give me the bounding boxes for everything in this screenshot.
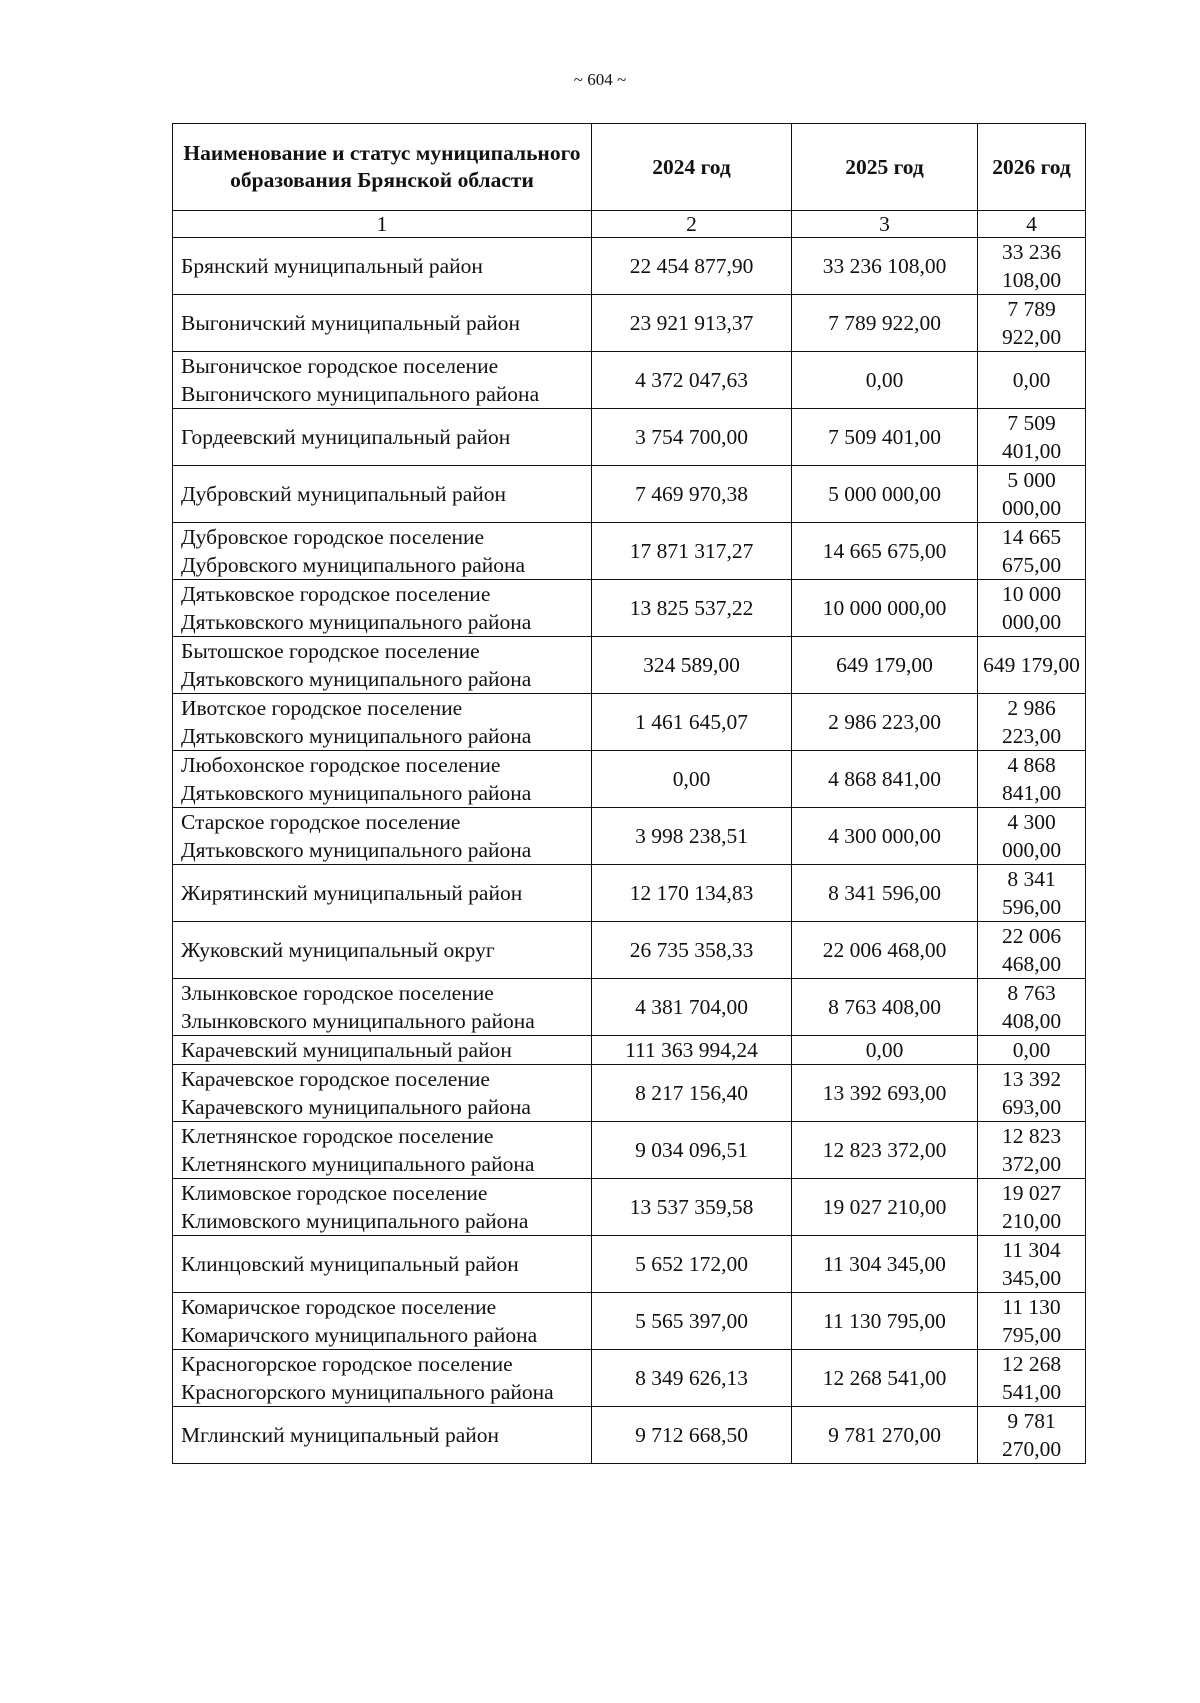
- municipality-name: Клинцовский муниципальный район: [173, 1236, 592, 1293]
- column-index: 3: [792, 211, 978, 238]
- value-2025: 12 268 541,00: [792, 1350, 978, 1407]
- value-2024: 5 652 172,00: [592, 1236, 792, 1293]
- header-name: Наименование и статус муниципального образования Брянской области: [173, 124, 592, 211]
- value-2026: 7 509 401,00: [978, 409, 1086, 466]
- table-row: [173, 922, 1086, 979]
- value-2024: 7 469 970,38: [592, 466, 792, 523]
- value-2024: 17 871 317,27: [592, 523, 792, 580]
- table-row: [173, 808, 1086, 865]
- header-2026: 2026 год: [978, 124, 1086, 211]
- value-2025: 10 000 000,00: [792, 580, 978, 637]
- municipality-name: Карачевский муниципальный район: [173, 1036, 592, 1065]
- table-row: [173, 1065, 1086, 1122]
- value-2025: 7 789 922,00: [792, 295, 978, 352]
- value-2026: 0,00: [978, 352, 1086, 409]
- value-2026: 0,00: [978, 1036, 1086, 1065]
- value-2025: 22 006 468,00: [792, 922, 978, 979]
- value-2024: 13 537 359,58: [592, 1179, 792, 1236]
- value-2024: 324 589,00: [592, 637, 792, 694]
- value-2025: 14 665 675,00: [792, 523, 978, 580]
- value-2026: 10 000 000,00: [978, 580, 1086, 637]
- table-row: [173, 1236, 1086, 1293]
- value-2026: 5 000 000,00: [978, 466, 1086, 523]
- value-2024: 12 170 134,83: [592, 865, 792, 922]
- value-2024: 4 381 704,00: [592, 979, 792, 1036]
- column-index: 2: [592, 211, 792, 238]
- municipality-name: Выгоничское городское поселение Выгоничского муниципального района: [173, 352, 592, 409]
- table-row: [173, 1407, 1086, 1464]
- value-2026: 22 006 468,00: [978, 922, 1086, 979]
- table-row: [173, 523, 1086, 580]
- header-2024: 2024 год: [592, 124, 792, 211]
- municipality-name: Мглинский муниципальный район: [173, 1407, 592, 1464]
- municipality-name: Брянский муниципальный район: [173, 238, 592, 295]
- value-2026: 8 763 408,00: [978, 979, 1086, 1036]
- value-2025: 19 027 210,00: [792, 1179, 978, 1236]
- value-2026: 11 130 795,00: [978, 1293, 1086, 1350]
- table-header: [173, 124, 1086, 238]
- table-body: [173, 238, 1086, 1464]
- municipality-name: Старское городское поселение Дятьковского муниципального района: [173, 808, 592, 865]
- value-2026: 9 781 270,00: [978, 1407, 1086, 1464]
- table-row: [173, 979, 1086, 1036]
- value-2025: 4 300 000,00: [792, 808, 978, 865]
- value-2026: 19 027 210,00: [978, 1179, 1086, 1236]
- value-2025: 2 986 223,00: [792, 694, 978, 751]
- value-2025: 8 341 596,00: [792, 865, 978, 922]
- value-2026: 13 392 693,00: [978, 1065, 1086, 1122]
- header-row: [173, 124, 1086, 211]
- municipality-name: Дубровское городское поселение Дубровского муниципального района: [173, 523, 592, 580]
- value-2024: 3 754 700,00: [592, 409, 792, 466]
- municipality-name: Ивотское городское поселение Дятьковского муниципального района: [173, 694, 592, 751]
- value-2024: 8 217 156,40: [592, 1065, 792, 1122]
- value-2026: 12 268 541,00: [978, 1350, 1086, 1407]
- value-2025: 7 509 401,00: [792, 409, 978, 466]
- municipality-name: Карачевское городское поселение Карачевского муниципального района: [173, 1065, 592, 1122]
- value-2025: 11 304 345,00: [792, 1236, 978, 1293]
- municipality-name: Красногорское городское поселение Красногорского муниципального района: [173, 1350, 592, 1407]
- header-2025: 2025 год: [792, 124, 978, 211]
- municipality-name: Комаричское городское поселение Комаричского муниципального района: [173, 1293, 592, 1350]
- municipality-name: Климовское городское поселение Климовского муниципального района: [173, 1179, 592, 1236]
- value-2025: 33 236 108,00: [792, 238, 978, 295]
- value-2026: 11 304 345,00: [978, 1236, 1086, 1293]
- value-2026: 4 300 000,00: [978, 808, 1086, 865]
- value-2025: 0,00: [792, 352, 978, 409]
- value-2024: 4 372 047,63: [592, 352, 792, 409]
- value-2025: 5 000 000,00: [792, 466, 978, 523]
- table-row: [173, 409, 1086, 466]
- table-row: [173, 1036, 1086, 1065]
- municipality-name: Дубровский муниципальный район: [173, 466, 592, 523]
- municipality-name: Дятьковское городское поселение Дятьковского муниципального района: [173, 580, 592, 637]
- column-index-row: [173, 211, 1086, 238]
- value-2025: 9 781 270,00: [792, 1407, 978, 1464]
- page-number: ~ 604 ~: [573, 70, 627, 89]
- municipality-name: Любохонское городское поселение Дятьковского муниципального района: [173, 751, 592, 808]
- value-2026: 2 986 223,00: [978, 694, 1086, 751]
- value-2025: 8 763 408,00: [792, 979, 978, 1036]
- table-row: [173, 1122, 1086, 1179]
- value-2024: 3 998 238,51: [592, 808, 792, 865]
- value-2026: 14 665 675,00: [978, 523, 1086, 580]
- value-2026: 7 789 922,00: [978, 295, 1086, 352]
- municipality-name: Жуковский муниципальный округ: [173, 922, 592, 979]
- value-2025: 13 392 693,00: [792, 1065, 978, 1122]
- municipality-name: Выгоничский муниципальный район: [173, 295, 592, 352]
- column-index: 1: [173, 211, 592, 238]
- value-2024: 13 825 537,22: [592, 580, 792, 637]
- value-2024: 0,00: [592, 751, 792, 808]
- table-row: [173, 1293, 1086, 1350]
- value-2025: 0,00: [792, 1036, 978, 1065]
- table-row: [173, 637, 1086, 694]
- value-2025: 4 868 841,00: [792, 751, 978, 808]
- table-row: [173, 751, 1086, 808]
- value-2024: 8 349 626,13: [592, 1350, 792, 1407]
- value-2025: 11 130 795,00: [792, 1293, 978, 1350]
- value-2024: 22 454 877,90: [592, 238, 792, 295]
- value-2024: 5 565 397,00: [592, 1293, 792, 1350]
- table-row: [173, 352, 1086, 409]
- value-2024: 1 461 645,07: [592, 694, 792, 751]
- table-row: [173, 466, 1086, 523]
- municipality-name: Жирятинский муниципальный район: [173, 865, 592, 922]
- table-row: [173, 295, 1086, 352]
- value-2024: 9 712 668,50: [592, 1407, 792, 1464]
- value-2026: 12 823 372,00: [978, 1122, 1086, 1179]
- value-2024: 23 921 913,37: [592, 295, 792, 352]
- value-2024: 26 735 358,33: [592, 922, 792, 979]
- municipality-name: Злынковское городское поселение Злынковского муниципального района: [173, 979, 592, 1036]
- table-row: [173, 238, 1086, 295]
- budget-table: [172, 123, 1086, 1464]
- municipality-name: Гордеевский муниципальный район: [173, 409, 592, 466]
- value-2026: 649 179,00: [978, 637, 1086, 694]
- value-2026: 4 868 841,00: [978, 751, 1086, 808]
- municipality-name: Бытошское городское поселение Дятьковского муниципального района: [173, 637, 592, 694]
- table-row: [173, 694, 1086, 751]
- table-row: [173, 580, 1086, 637]
- value-2026: 8 341 596,00: [978, 865, 1086, 922]
- value-2025: 649 179,00: [792, 637, 978, 694]
- table-row: [173, 865, 1086, 922]
- column-index: 4: [978, 211, 1086, 238]
- value-2024: 9 034 096,51: [592, 1122, 792, 1179]
- value-2025: 12 823 372,00: [792, 1122, 978, 1179]
- value-2024: 111 363 994,24: [592, 1036, 792, 1065]
- municipality-name: Клетнянское городское поселение Клетнянского муниципального района: [173, 1122, 592, 1179]
- table-row: [173, 1179, 1086, 1236]
- table-row: [173, 1350, 1086, 1407]
- value-2026: 33 236 108,00: [978, 238, 1086, 295]
